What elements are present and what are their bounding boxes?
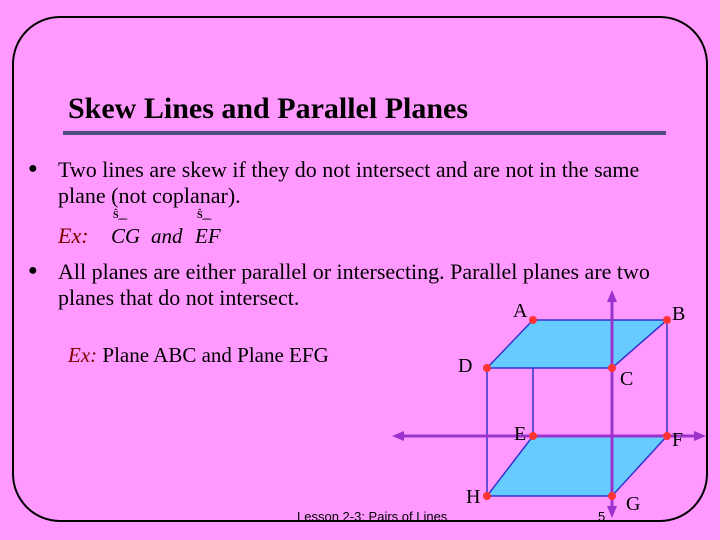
plane-abc	[487, 320, 667, 368]
label-c: C	[620, 368, 634, 390]
segment-bar-icon: Ŝ͟ ͟ ͟	[197, 210, 205, 221]
bullet-skew-lines: Two lines are skew if they do not intersect and are not in the same plane (not coplanar).	[58, 157, 640, 208]
label-f: F	[672, 429, 684, 451]
segment-ef: EF	[195, 224, 221, 248]
slide-title: Skew Lines and Parallel Planes	[68, 92, 469, 125]
segment-bar-icon: Ŝ͟ ͟ ͟	[113, 210, 121, 221]
arrowhead-down-icon	[607, 506, 617, 518]
label-b: B	[672, 303, 686, 325]
point-b	[663, 316, 671, 324]
point-f	[663, 432, 671, 440]
label-a: A	[513, 300, 528, 322]
example2-text: Plane ABC and Plane EFG	[97, 343, 329, 367]
example1-label: Ex:	[58, 223, 89, 248]
label-d: D	[458, 355, 473, 377]
point-a	[529, 316, 537, 324]
arrowhead-up-icon	[607, 290, 617, 302]
arrowhead-right-icon	[694, 431, 706, 441]
bullet-dot-icon: ●	[28, 160, 38, 177]
point-g	[608, 492, 616, 500]
point-h	[483, 492, 491, 500]
bullet-dot-icon: ●	[28, 262, 38, 279]
label-h: H	[466, 486, 481, 508]
bullet-parallel-planes: All planes are either parallel or intersecting. Parallel planes are two planes that do not intersect.	[58, 259, 650, 310]
example2-label: Ex:	[68, 343, 98, 367]
label-e: E	[514, 423, 527, 445]
point-c	[608, 364, 616, 372]
segment-cg: CG	[111, 224, 141, 248]
plane-efg	[487, 436, 667, 496]
arrowhead-left-icon	[392, 431, 404, 441]
point-d	[483, 364, 491, 372]
example1-and: and	[151, 224, 183, 248]
footer-lesson: Lesson 2-3: Pairs of Lines	[297, 509, 448, 524]
label-g: G	[626, 493, 641, 515]
page-number: 5	[598, 509, 606, 524]
point-e	[529, 432, 537, 440]
